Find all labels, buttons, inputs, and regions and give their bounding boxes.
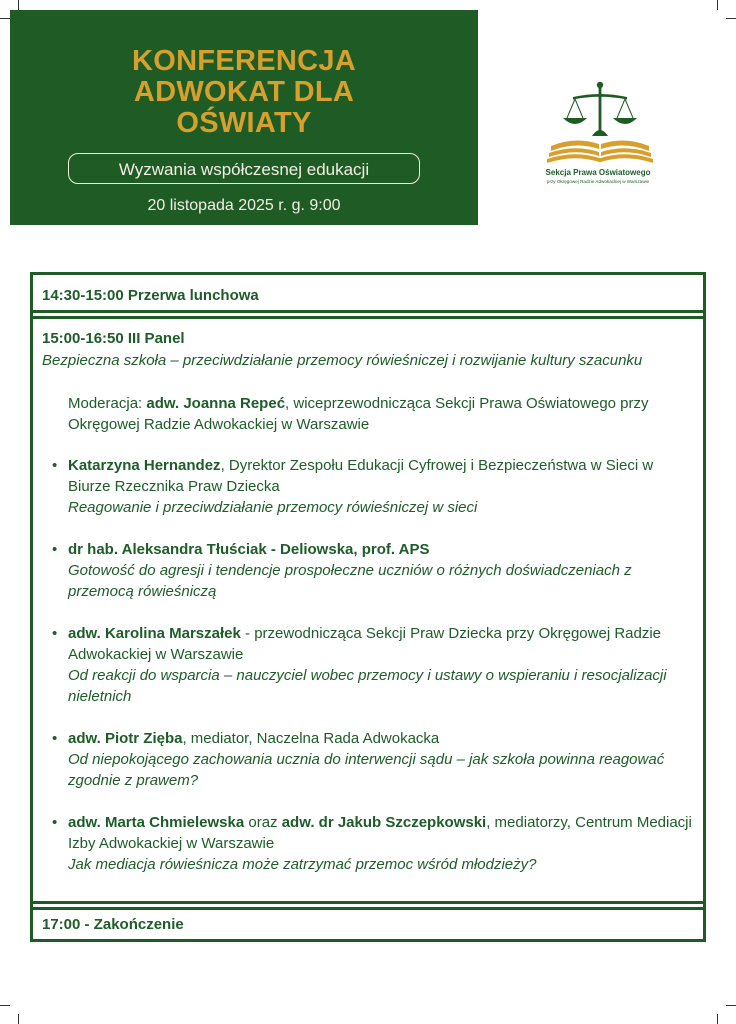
- speaker-name: Katarzyna Hernandez: [68, 457, 221, 474]
- speaker-name: adw. dr Jakub Szczepkowski: [281, 814, 487, 831]
- bullet: •: [52, 730, 58, 747]
- talk-title: Gotowość do agresji i tendencje prospołeczne uczniów o różnych doświadczeniach z przemocą rówieśniczą: [68, 562, 632, 600]
- speaker-item: [42, 623, 693, 707]
- moderator-name: adw. Joanna Repeć: [146, 395, 286, 412]
- speaker-list: [42, 455, 693, 875]
- speaker-info: [68, 455, 693, 497]
- schedule-table: [30, 272, 706, 942]
- speaker-role: , Dyrektor Zespołu Edukacji Cyfrowej i Bezpieczeństwa w Sieci w Biurze Rzecznika Praw Dziecka: [68, 457, 654, 495]
- speaker-info: [68, 539, 693, 560]
- crop-mark: [0, 1005, 10, 1006]
- moderation-prefix: Moderacja:: [68, 395, 147, 412]
- panel-topic: Bezpieczna szkoła – przeciwdziałanie przemocy rówieśniczej i rozwijanie kultury szacunku: [42, 352, 643, 369]
- panel-heading: 15:00-16:50 III Panel: [42, 330, 185, 347]
- moderator-role: , wiceprzewodnicząca Sekcji Prawa Oświatowego przy Okręgowej Radzie Adwokackiej w Warszawie: [68, 395, 649, 433]
- closing-row: 17:00 - Zakończenie: [33, 907, 703, 939]
- crop-mark: [0, 18, 10, 19]
- talk-title: Reagowanie i przeciwdziałanie przemocy rówieśniczej w sieci: [68, 499, 478, 516]
- talk-title: Od niepokojącego zachowania ucznia do interwencji sądu – jak szkoła powinna reagować zgodnie z prawem?: [68, 751, 665, 789]
- moderation-info: [68, 393, 693, 435]
- speaker-item: [42, 539, 693, 602]
- speaker-name: adw. Marta Chmielewska: [68, 814, 245, 831]
- section-logo: [540, 80, 656, 190]
- bullet: •: [52, 625, 58, 642]
- speaker-name: adw. Piotr Zięba: [68, 730, 183, 747]
- speaker-info: [68, 728, 693, 749]
- crop-mark: [717, 0, 718, 10]
- speaker-role: - przewodnicząca Sekcji Praw Dziecka przy Okręgowej Radzie Adwokackiej w Warszawie: [68, 625, 662, 663]
- speaker-item: [42, 455, 693, 518]
- crop-mark: [717, 1014, 718, 1024]
- speaker-info: [68, 623, 693, 665]
- speaker-item: [42, 728, 693, 791]
- logo-name: Sekcja Prawa Oświatowego: [545, 168, 651, 177]
- speaker-name: dr hab. Aleksandra Tłuściak - Deliowska, prof. APS: [68, 541, 430, 558]
- crop-mark: [726, 18, 736, 19]
- bullet: •: [52, 457, 58, 474]
- bullet: •: [52, 541, 58, 558]
- panel-row: [33, 316, 703, 904]
- conference-subtitle: Wyzwania współczesnej edukacji: [68, 153, 420, 184]
- crop-mark: [726, 1005, 736, 1006]
- talk-title: Od reakcji do wsparcia – nauczyciel wobec przemocy i ustawy o wspieraniu i resocjalizacji nieletnich: [68, 667, 667, 705]
- scales-of-justice-on-book-icon: [543, 80, 653, 166]
- speaker-role: , mediator, Naczelna Rada Adwokacka: [182, 730, 440, 747]
- crop-mark: [18, 0, 19, 10]
- speaker-info: [68, 812, 693, 854]
- speaker-item: [42, 812, 693, 875]
- conference-banner: [10, 10, 478, 225]
- title-line: ADWOKAT DLA: [133, 76, 355, 108]
- title-line: OŚWIATY: [176, 107, 312, 139]
- speaker-connector: oraz: [244, 814, 282, 831]
- lunch-break-row: 14:30-15:00 Przerwa lunchowa: [33, 275, 703, 313]
- talk-title: Jak mediacja rówieśnicza może zatrzymać przemoc wśród młodzieży?: [68, 856, 537, 873]
- speaker-name: adw. Karolina Marszałek: [68, 625, 241, 642]
- speaker-role: , mediatorzy, Centrum Mediacji Izby Adwokackiej w Warszawie: [68, 814, 692, 852]
- title-line: KONFERENCJA: [131, 45, 357, 77]
- logo-tagline: przy Okręgowej Radzie Adwokackiej w Warszawie: [546, 179, 650, 184]
- conference-title: [10, 46, 478, 139]
- conference-date: 20 listopada 2025 r. g. 9:00: [147, 197, 341, 214]
- crop-mark: [18, 1014, 19, 1024]
- bullet: •: [52, 814, 58, 831]
